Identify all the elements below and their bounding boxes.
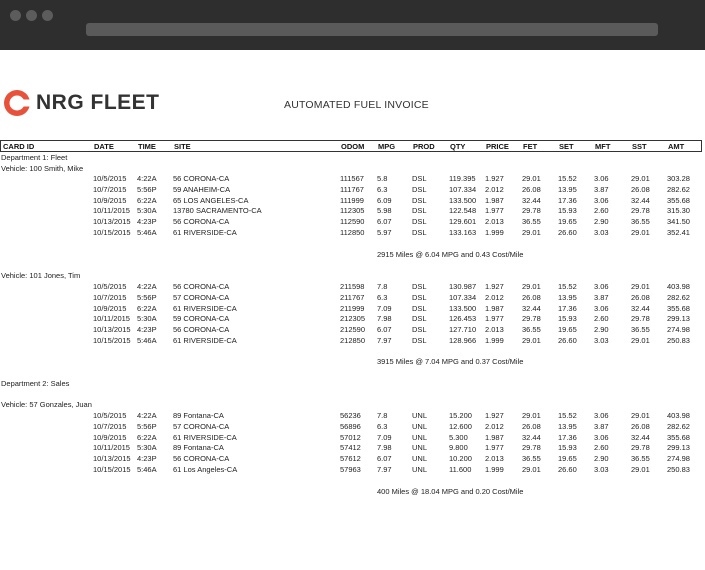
table-row	[0, 443, 702, 454]
cell-prod: DSL	[412, 195, 427, 205]
cell-price: 1.927	[485, 174, 504, 183]
cell-set: 15.93	[558, 443, 577, 453]
cell-date: 10/7/2015	[93, 184, 127, 194]
cell-odom: 211767	[340, 292, 365, 302]
cell-odom: 211598	[340, 282, 365, 291]
cell-mpg: 7.97	[377, 465, 392, 474]
cell-odom: 56896	[340, 421, 361, 431]
cell-sst: 29.01	[631, 336, 650, 345]
cell-set: 15.52	[558, 282, 577, 291]
cell-time: 5:30A	[137, 443, 157, 453]
cell-fet: 29.01	[522, 336, 541, 345]
cell-qty: 130.987	[449, 282, 477, 291]
table-row	[0, 314, 702, 325]
col-header-sst: SST	[632, 142, 647, 151]
cell-mft: 2.60	[594, 443, 609, 453]
cell-fet: 26.08	[522, 292, 541, 302]
cell-date: 10/13/2015	[93, 325, 131, 335]
cell-time: 5:46A	[137, 228, 157, 237]
cell-time: 4:22A	[137, 282, 157, 291]
cell-sst: 29.01	[631, 465, 650, 474]
cell-mft: 3.06	[594, 195, 609, 205]
cell-site: 61 RIVERSIDE-CA	[173, 303, 237, 313]
cell-prod: DSL	[412, 303, 427, 313]
cell-amt: 303.28	[667, 174, 690, 183]
cell-sst: 29.01	[631, 174, 650, 183]
cell-amt: 250.83	[667, 465, 690, 474]
vehicle-label: Vehicle: 100 Smith, Mike	[1, 164, 84, 173]
logo-text: NRG FLEET	[36, 91, 160, 114]
cell-fet: 26.08	[522, 421, 541, 431]
cell-prod: UNL	[412, 421, 428, 431]
cell-odom: 112590	[340, 217, 365, 227]
cell-price: 1.927	[485, 411, 504, 420]
cell-sst: 26.08	[631, 184, 650, 194]
table-row	[0, 433, 702, 444]
table-row	[0, 422, 702, 433]
cell-price: 2.012	[485, 421, 504, 431]
cell-qty: 129.601	[449, 217, 477, 227]
cell-site: 56 CORONA-CA	[173, 454, 230, 464]
cell-site: 89 Fontana-CA	[173, 443, 224, 453]
col-header-odom: ODOM	[341, 142, 365, 151]
vehicle-label: Vehicle: 57 Gonzales, Juan	[1, 400, 92, 409]
cell-sst: 26.08	[631, 292, 650, 302]
cell-amt: 274.98	[667, 454, 690, 464]
table-row	[0, 293, 702, 304]
cell-prod: DSL	[412, 174, 427, 183]
cell-date: 10/11/2015	[93, 206, 130, 216]
cell-date: 10/9/2015	[93, 195, 127, 205]
cell-fet: 29.78	[522, 206, 541, 216]
cell-qty: 10.200	[449, 454, 472, 464]
cell-site: 59 CORONA-CA	[173, 314, 230, 324]
cell-amt: 274.98	[667, 325, 690, 335]
cell-set: 15.93	[558, 206, 577, 216]
cell-amt: 355.68	[667, 303, 690, 313]
cell-mpg: 7.8	[377, 282, 388, 291]
cell-mpg: 6.3	[377, 421, 388, 431]
cell-mpg: 7.98	[377, 314, 392, 324]
cell-sst: 29.01	[631, 411, 650, 420]
cell-date: 10/11/2015	[93, 314, 130, 324]
col-header-qty: QTY	[450, 142, 466, 151]
cell-odom: 57012	[340, 432, 361, 442]
cell-time: 5:46A	[137, 336, 157, 345]
col-header-site: SITE	[174, 142, 191, 151]
cell-fet: 32.44	[522, 303, 541, 313]
cell-time: 4:23P	[137, 325, 157, 335]
cell-site: 61 RIVERSIDE-CA	[173, 228, 237, 237]
cell-set: 17.36	[558, 432, 577, 442]
document-title: AUTOMATED FUEL INVOICE	[284, 99, 429, 111]
cell-amt: 341.50	[667, 217, 690, 227]
cell-mft: 3.06	[594, 432, 609, 442]
cell-prod: UNL	[412, 411, 428, 420]
cell-fet: 32.44	[522, 432, 541, 442]
cell-sst: 32.44	[631, 195, 650, 205]
table-row	[0, 325, 702, 336]
cell-time: 6:22A	[137, 195, 157, 205]
browser-titlebar	[0, 0, 705, 50]
cell-mft: 3.06	[594, 282, 609, 291]
cell-amt: 403.98	[667, 282, 690, 291]
cell-qty: 5.300	[449, 432, 468, 442]
cell-time: 5:56P	[137, 292, 157, 302]
cell-prod: DSL	[412, 228, 427, 237]
cell-mft: 3.87	[594, 184, 609, 194]
cell-prod: DSL	[412, 206, 427, 216]
cell-set: 15.52	[558, 411, 577, 420]
cell-price: 1.987	[485, 432, 504, 442]
cell-qty: 107.334	[449, 292, 477, 302]
vehicle-summary: 2915 Miles @ 6.04 MPG and 0.43 Cost/Mile	[377, 250, 524, 259]
cell-site: 59 ANAHEIM-CA	[173, 184, 231, 194]
cell-fet: 29.78	[522, 443, 541, 453]
cell-set: 26.60	[558, 465, 577, 474]
cell-mpg: 7.09	[377, 303, 392, 313]
cell-prod: UNL	[412, 465, 428, 474]
cell-time: 5:46A	[137, 465, 157, 474]
cell-sst: 36.55	[631, 325, 650, 335]
cell-qty: 128.966	[449, 336, 477, 345]
cell-qty: 133.500	[449, 195, 477, 205]
table-row	[0, 185, 702, 196]
cell-fet: 29.01	[522, 228, 541, 237]
cell-sst: 36.55	[631, 454, 650, 464]
cell-date: 10/7/2015	[93, 292, 127, 302]
cell-price: 1.977	[485, 314, 504, 324]
cell-amt: 282.62	[667, 421, 690, 431]
cell-fet: 29.01	[522, 465, 541, 474]
cell-fet: 29.01	[522, 282, 541, 291]
cell-mpg: 6.3	[377, 184, 388, 194]
cell-price: 2.012	[485, 184, 504, 194]
cell-fet: 26.08	[522, 184, 541, 194]
cell-time: 4:23P	[137, 217, 157, 227]
cell-prod: DSL	[412, 336, 427, 345]
col-header-date: DATE	[94, 142, 114, 151]
col-header-prod: PROD	[413, 142, 435, 151]
cell-time: 5:30A	[137, 206, 157, 216]
cell-mpg: 7.09	[377, 432, 392, 442]
department-label: Department 2: Sales	[1, 379, 70, 388]
cell-set: 15.52	[558, 174, 577, 183]
cell-fet: 29.01	[522, 174, 541, 183]
cell-mpg: 7.97	[377, 336, 392, 345]
cell-date: 10/15/2015	[93, 336, 131, 345]
cell-amt: 315.30	[667, 206, 690, 216]
cell-mpg: 7.8	[377, 411, 388, 420]
cell-qty: 107.334	[449, 184, 477, 194]
cell-qty: 133.500	[449, 303, 477, 313]
cell-site: 61 RIVERSIDE-CA	[173, 336, 237, 345]
cell-odom: 57412	[340, 443, 361, 453]
cell-site: 61 RIVERSIDE-CA	[173, 432, 237, 442]
cell-mft: 3.03	[594, 228, 609, 237]
cell-date: 10/5/2015	[93, 174, 127, 183]
cell-sst: 29.01	[631, 282, 650, 291]
cell-price: 1.999	[485, 228, 504, 237]
cell-price: 1.999	[485, 336, 504, 345]
cell-sst: 32.44	[631, 432, 650, 442]
cell-sst: 26.08	[631, 421, 650, 431]
cell-sst: 29.78	[631, 206, 650, 216]
cell-prod: DSL	[412, 217, 427, 227]
cell-odom: 111767	[340, 184, 364, 194]
cell-prod: DSL	[412, 184, 427, 194]
cell-prod: UNL	[412, 454, 428, 464]
vehicle-label: Vehicle: 101 Jones, Tim	[1, 271, 81, 280]
cell-date: 10/7/2015	[93, 421, 127, 431]
cell-qty: 12.600	[449, 421, 472, 431]
cell-qty: 119.395	[449, 174, 476, 183]
cell-price: 1.977	[485, 443, 504, 453]
cell-mft: 3.87	[594, 292, 609, 302]
cell-set: 13.95	[558, 292, 577, 302]
cell-odom: 111999	[340, 195, 364, 205]
cell-fet: 36.55	[522, 217, 541, 227]
table-row	[0, 304, 702, 315]
cell-qty: 126.453	[449, 314, 477, 324]
vehicle-summary: 3915 Miles @ 7.04 MPG and 0.37 Cost/Mile	[377, 357, 524, 366]
cell-sst: 29.78	[631, 314, 650, 324]
cell-mpg: 6.09	[377, 195, 392, 205]
cell-qty: 133.163	[449, 228, 477, 237]
cell-date: 10/13/2015	[93, 454, 131, 464]
col-header-fet: FET	[523, 142, 538, 151]
cell-price: 1.987	[485, 195, 504, 205]
department-label: Department 1: Fleet	[1, 153, 68, 162]
cell-mpg: 6.07	[377, 454, 392, 464]
cell-odom: 112850	[340, 228, 365, 237]
cell-mft: 2.60	[594, 314, 609, 324]
cell-qty: 11.600	[449, 465, 472, 474]
cell-amt: 352.41	[667, 228, 690, 237]
table-row	[0, 174, 702, 185]
cell-site: 56 CORONA-CA	[173, 174, 230, 183]
table-row	[0, 336, 702, 347]
table-row	[0, 196, 702, 207]
cell-set: 17.36	[558, 195, 577, 205]
cell-price: 2.012	[485, 292, 504, 302]
cell-qty: 122.548	[449, 206, 477, 216]
cell-mft: 2.60	[594, 206, 609, 216]
cell-mft: 3.03	[594, 336, 609, 345]
cell-price: 1.977	[485, 206, 504, 216]
cell-set: 15.93	[558, 314, 577, 324]
cell-qty: 127.710	[449, 325, 477, 335]
cell-amt: 282.62	[667, 292, 690, 302]
cell-mpg: 6.3	[377, 292, 388, 302]
cell-fet: 29.01	[522, 411, 541, 420]
cell-amt: 250.83	[667, 336, 690, 345]
table-row	[0, 454, 702, 465]
table-row	[0, 282, 702, 293]
cell-date: 10/13/2015	[93, 217, 131, 227]
cell-mft: 3.87	[594, 421, 609, 431]
cell-mft: 2.90	[594, 325, 609, 335]
cell-prod: DSL	[412, 282, 427, 291]
cell-prod: DSL	[412, 292, 427, 302]
cell-date: 10/5/2015	[93, 282, 127, 291]
cell-price: 2.013	[485, 454, 504, 464]
cell-sst: 29.78	[631, 443, 650, 453]
cell-time: 5:56P	[137, 421, 157, 431]
cell-time: 4:22A	[137, 174, 157, 183]
address-bar[interactable]	[86, 23, 658, 36]
cell-odom: 212850	[340, 336, 366, 345]
cell-time: 5:56P	[137, 184, 157, 194]
cell-mft: 3.06	[594, 174, 609, 183]
cell-fet: 36.55	[522, 454, 541, 464]
cell-site: 56 CORONA-CA	[173, 325, 230, 335]
col-header-card-id: CARD ID	[3, 142, 35, 151]
cell-time: 6:22A	[137, 432, 157, 442]
cell-prod: UNL	[412, 443, 428, 453]
cell-amt: 299.13	[667, 443, 690, 453]
cell-fet: 29.78	[522, 314, 541, 324]
cell-set: 19.65	[558, 325, 577, 335]
cell-amt: 355.68	[667, 432, 690, 442]
cell-odom: 112305	[340, 206, 365, 216]
cell-mpg: 6.07	[377, 217, 392, 227]
cell-sst: 29.01	[631, 228, 650, 237]
col-header-set: SET	[559, 142, 574, 151]
cell-site: 13780 SACRAMENTO-CA	[173, 206, 262, 216]
cell-set: 19.65	[558, 217, 577, 227]
cell-qty: 15.200	[449, 411, 472, 420]
table-row	[0, 228, 702, 239]
cell-odom: 212590	[340, 325, 366, 335]
cell-time: 6:22A	[137, 303, 157, 313]
cell-date: 10/9/2015	[93, 303, 127, 313]
cell-qty: 9.800	[449, 443, 468, 453]
cell-set: 19.65	[558, 454, 577, 464]
cell-date: 10/9/2015	[93, 432, 127, 442]
cell-price: 1.987	[485, 303, 504, 313]
cell-date: 10/5/2015	[93, 411, 127, 420]
cell-site: 57 CORONA-CA	[173, 292, 230, 302]
cell-sst: 36.55	[631, 217, 650, 227]
company-logo	[3, 88, 160, 118]
cell-set: 17.36	[558, 303, 577, 313]
cell-mft: 2.90	[594, 217, 609, 227]
cell-odom: 57612	[340, 454, 361, 464]
window-minimize-button[interactable]	[26, 10, 37, 21]
nrg-logo-icon	[3, 89, 31, 117]
col-header-mpg: MPG	[378, 142, 396, 151]
cell-odom: 211999	[340, 303, 365, 313]
cell-odom: 212305	[340, 314, 366, 324]
cell-mft: 3.03	[594, 465, 609, 474]
cell-mft: 3.06	[594, 411, 609, 420]
cell-set: 26.60	[558, 228, 577, 237]
cell-time: 5:30A	[137, 314, 157, 324]
cell-time: 4:23P	[137, 454, 157, 464]
cell-site: 56 CORONA-CA	[173, 282, 230, 291]
cell-odom: 57963	[340, 465, 361, 474]
cell-set: 13.95	[558, 421, 577, 431]
cell-price: 1.927	[485, 282, 504, 291]
vehicle-summary: 400 Miles @ 18.04 MPG and 0.20 Cost/Mile	[377, 487, 524, 496]
cell-date: 10/11/2015	[93, 443, 130, 453]
cell-date: 10/15/2015	[93, 228, 131, 237]
cell-site: 65 LOS ANGELES-CA	[173, 195, 249, 205]
cell-date: 10/15/2015	[93, 465, 131, 474]
cell-site: 56 CORONA-CA	[173, 217, 230, 227]
cell-prod: DSL	[412, 314, 427, 324]
cell-amt: 355.68	[667, 195, 690, 205]
cell-mft: 2.90	[594, 454, 609, 464]
cell-mpg: 6.07	[377, 325, 392, 335]
cell-set: 26.60	[558, 336, 577, 345]
window-close-button[interactable]	[10, 10, 21, 21]
cell-price: 1.999	[485, 465, 504, 474]
cell-site: 61 Los Angeles-CA	[173, 465, 238, 474]
col-header-amt: AMT	[668, 142, 685, 151]
table-row	[0, 217, 702, 228]
table-row	[0, 411, 702, 422]
col-header-price: PRICE	[486, 142, 509, 151]
cell-odom: 111567	[340, 174, 364, 183]
cell-mpg: 7.98	[377, 443, 392, 453]
cell-amt: 282.62	[667, 184, 690, 194]
cell-odom: 56236	[340, 411, 361, 420]
table-row	[0, 206, 702, 217]
col-header-time: TIME	[138, 142, 156, 151]
cell-site: 57 CORONA-CA	[173, 421, 230, 431]
cell-mft: 3.06	[594, 303, 609, 313]
cell-prod: DSL	[412, 325, 427, 335]
table-header	[0, 140, 702, 152]
cell-time: 4:22A	[137, 411, 157, 420]
table-row	[0, 465, 702, 476]
cell-fet: 32.44	[522, 195, 541, 205]
col-header-mft: MFT	[595, 142, 611, 151]
cell-mpg: 5.8	[377, 174, 388, 183]
cell-amt: 403.98	[667, 411, 690, 420]
cell-prod: UNL	[412, 432, 428, 442]
cell-mpg: 5.97	[377, 228, 392, 237]
cell-price: 2.013	[485, 325, 504, 335]
cell-sst: 32.44	[631, 303, 650, 313]
cell-mpg: 5.98	[377, 206, 392, 216]
cell-site: 89 Fontana-CA	[173, 411, 224, 420]
cell-amt: 299.13	[667, 314, 690, 324]
cell-fet: 36.55	[522, 325, 541, 335]
window-maximize-button[interactable]	[42, 10, 53, 21]
cell-set: 13.95	[558, 184, 577, 194]
cell-price: 2.013	[485, 217, 504, 227]
